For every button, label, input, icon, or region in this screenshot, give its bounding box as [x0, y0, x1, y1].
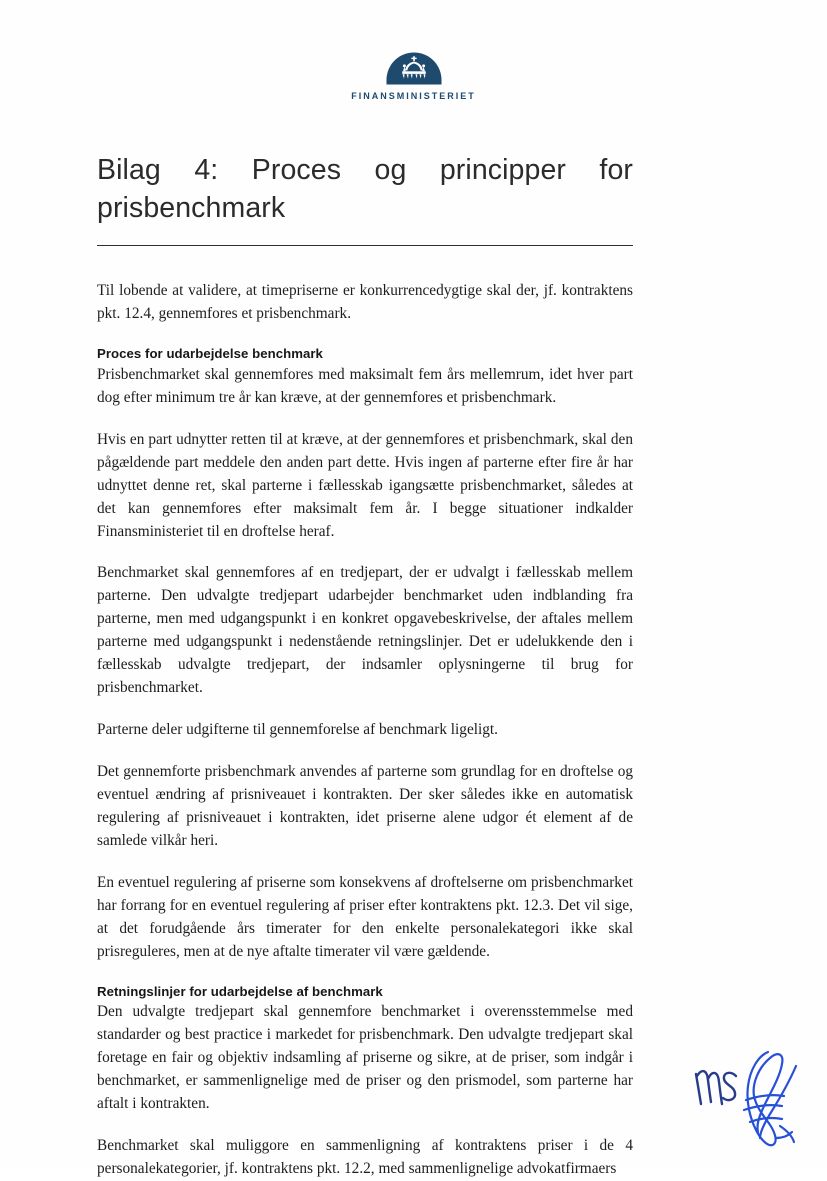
- proces-paragraph-3: Benchmarket skal gennemfores af en tredjepart, der er udvalgt i fællesskab mellem parterne. Den udvalgte tredjepart udarbejder benchmarket uden indblanding fra parterne, men med udgangspunkt i en konkret opgavebeskrivelse, der aftales mellem parterne med udgangspunkt i nedenstående retningslinjer. Det er udelukkende den i fællesskab udvalgte tredjepart, der indsamler oplysningerne til brug for prisbenchmarket.: [97, 564, 633, 697]
- retningslinjer-paragraph-1: Den udvalgte tredjepart skal gennemfore benchmarket i overensstemmelse med standarder og best practice i markedet for prisbenchmark. Den udvalgte tredjepart skal foretage en fair og objektiv indsamling af priserne og sikre, at de priser, som indgår i benchmarket, er sammenlignelige med de priser og den prismodel, som parterne har aftalt i kontrakten.: [97, 1003, 633, 1113]
- danish-crown-crest-icon: [383, 52, 445, 85]
- ministry-wordmark: finansministeriet: [351, 87, 476, 102]
- handwritten-signature-flourish-icon: [744, 1052, 796, 1145]
- title-divider: [97, 245, 633, 246]
- handwritten-initials-ms-icon: [696, 1071, 736, 1104]
- intro-paragraph: Til lobende at validere, at timepriserne er konkurrencedygtige skal der, jf. kontraktens pkt. 12.4, gennemfores et prisbenchmark.: [97, 282, 633, 323]
- page-title-line-1: Bilag 4: Proces og principper for: [97, 154, 633, 186]
- page-title: [97, 152, 633, 227]
- signature-ink-marks: [680, 1026, 820, 1161]
- document-body: [97, 152, 633, 1181]
- section-heading-proces: Proces for udarbejdelse benchmark: [97, 346, 323, 362]
- proces-paragraph-1: Prisbenchmarket skal gennemfores med maksimalt fem års mellemrum, idet hver part dog efter minimum tre år kan kræve, at der gennemfores et prisbenchmark.: [97, 365, 633, 406]
- letterhead: [0, 52, 827, 102]
- retningslinjer-paragraph-2: Benchmarket skal muliggore en sammenligning af kontraktens priser i de 4 personalekategorier, jf. kontraktens pkt. 12.2, med sammenlignelige advokatfirmaers: [97, 1137, 633, 1177]
- body-text-container: [97, 280, 633, 1181]
- proces-paragraph-4: Parterne deler udgifterne til gennemforelse af benchmark ligeligt.: [97, 721, 498, 739]
- signature-block: [680, 1026, 820, 1161]
- proces-paragraph-2: Hvis en part udnytter retten til at kræve, at der gennemfores et prisbenchmark, skal den pågældende part meddele den anden part dette. Hvis ingen af parterne efter fire år har udnyttet denne ret, skal parterne i fællesskab igangsætte prisbenchmarket, således at det kan gennemfores efter maksimalt fem år. I begge situationer indkalder Finansministeriet til en droftelse heraf.: [97, 430, 633, 540]
- proces-paragraph-6: En eventuel regulering af priserne som konsekvens af droftelserne om prisbenchmarket har forrang for en eventuel regulering af priser efter kontraktens pkt. 12.3. Det vil sige, at det forudgående års timerater for den enkelte personalekategori ikke skal prisreguleres, men at de nye aftalte timerater vil være gældende.: [97, 873, 633, 960]
- section-heading-retningslinjer: Retningslinjer for udarbejdelse af benchmark: [97, 983, 383, 999]
- proces-paragraph-5: Det gennemforte prisbenchmark anvendes af parterne som grundlag for en droftelse og eventuel ændring af prisniveauet i kontrakten. Der sker således ikke en automatisk regulering af prisniveauet i kontrakten, idet priserne alene udgor ét element af de samlede vilkår heri.: [97, 763, 633, 849]
- page-title-line-2: prisbenchmark: [97, 191, 286, 224]
